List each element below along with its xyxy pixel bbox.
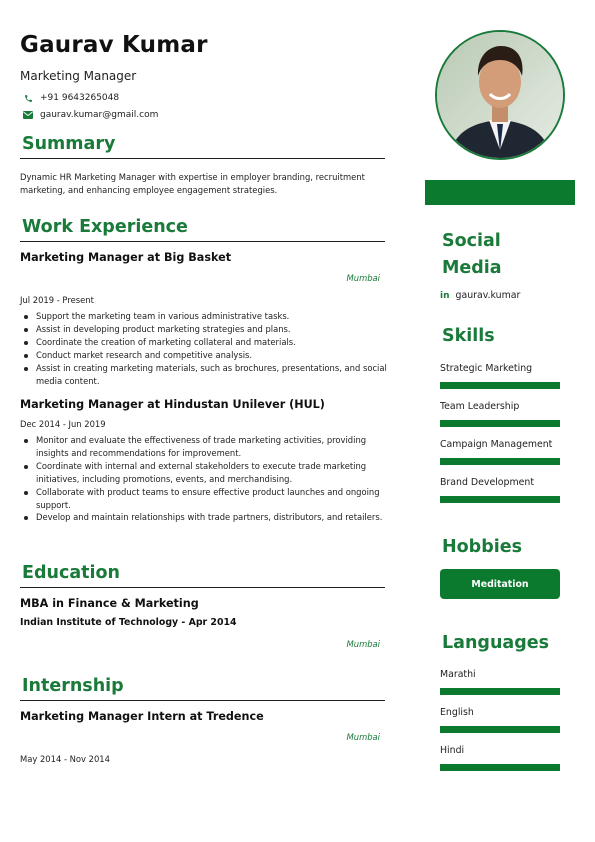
- language-label: Hindi: [440, 745, 465, 756]
- bullet-item: Develop and maintain relationships with trade partners, distributors, and retailers.: [20, 511, 388, 524]
- internship-title: Marketing Manager Intern at Tredence: [20, 710, 264, 723]
- job-dates: Dec 2014 - Jun 2019: [20, 419, 106, 429]
- email-text: gaurav.kumar@gmail.com: [40, 110, 159, 120]
- job-title: Marketing Manager at Big Basket: [20, 251, 232, 264]
- summary-divider: [20, 158, 385, 159]
- bullet-item: Monitor and evaluate the effectiveness of trade marketing activities, providing insights and recommendations for improvement.: [20, 434, 388, 460]
- phone-text: +91 9643265048: [40, 93, 120, 103]
- skill-bar: [440, 420, 560, 427]
- linkedin-handle: gaurav.kumar: [455, 290, 521, 301]
- job-dates: Jul 2019 - Present: [20, 295, 94, 305]
- summary-heading: Summary: [22, 134, 116, 154]
- bullet-item: Conduct market research and competitive analysis.: [20, 349, 388, 362]
- job-bullets: [20, 310, 388, 387]
- social-heading: [442, 228, 502, 282]
- envelope-icon: [22, 109, 34, 121]
- bullet-item: Assist in developing product marketing strategies and plans.: [20, 323, 388, 336]
- school-name: Indian Institute of Technology - Apr 2014: [20, 617, 237, 628]
- contact-email: [22, 109, 158, 121]
- skill-label: Team Leadership: [440, 401, 520, 412]
- languages-heading: Languages: [442, 633, 550, 653]
- skill-bar: [440, 496, 560, 503]
- internship-location: Mumbai: [346, 732, 380, 742]
- profile-photo: [435, 30, 565, 160]
- skills-heading: Skills: [442, 326, 495, 346]
- bullet-item: Coordinate with internal and external stakeholders to execute trade marketing initiatives, including promotions, events, and merchandising.: [20, 460, 388, 486]
- skill-label: Strategic Marketing: [440, 363, 533, 374]
- summary-text: Dynamic HR Marketing Manager with expertise in employer branding, recruitment marketing, and enhancing employee engagement strategies.: [20, 172, 365, 195]
- bullet-item: Assist in creating marketing materials, such as brochures, presentations, and social media content.: [20, 362, 388, 388]
- internship-heading: Internship: [22, 676, 124, 696]
- education-location: Mumbai: [346, 639, 380, 649]
- bullet-item: Coordinate the creation of marketing collateral and materials.: [20, 336, 388, 349]
- skill-bar: [440, 458, 560, 465]
- skill-bar: [440, 382, 560, 389]
- linkedin-icon: in: [440, 290, 450, 301]
- hobby-tag: Meditation: [440, 569, 560, 599]
- job-bullets: [20, 434, 388, 524]
- hobbies-heading: Hobbies: [442, 537, 523, 557]
- experience-divider: [20, 241, 385, 242]
- social-heading-line: Media: [442, 258, 502, 278]
- language-label: English: [440, 707, 474, 718]
- skill-label: Campaign Management: [440, 439, 553, 450]
- skill-label: Brand Development: [440, 477, 535, 488]
- accent-bar: [425, 180, 575, 205]
- bullet-item: Collaborate with product teams to ensure effective product launches and ongoing support.: [20, 486, 388, 512]
- education-divider: [20, 587, 385, 588]
- candidate-title: Marketing Manager: [20, 69, 137, 83]
- bullet-item: Support the marketing team in various administrative tasks.: [20, 310, 388, 323]
- job-location: Mumbai: [346, 273, 380, 283]
- education-heading: Education: [22, 563, 120, 583]
- internship-dates: May 2014 - Nov 2014: [20, 754, 110, 764]
- language-bar: [440, 764, 560, 771]
- language-bar: [440, 688, 560, 695]
- language-label: Marathi: [440, 669, 476, 680]
- candidate-name: Gaurav Kumar: [20, 32, 208, 58]
- job-title: Marketing Manager at Hindustan Unilever (HUL): [20, 398, 325, 411]
- phone-icon: [22, 92, 34, 104]
- linkedin-link[interactable]: [440, 290, 520, 301]
- contact-phone: [22, 92, 119, 104]
- social-heading-line: Social: [442, 231, 501, 251]
- experience-heading: Work Experience: [22, 217, 188, 237]
- internship-divider: [20, 700, 385, 701]
- degree-title: MBA in Finance & Marketing: [20, 597, 199, 610]
- language-bar: [440, 726, 560, 733]
